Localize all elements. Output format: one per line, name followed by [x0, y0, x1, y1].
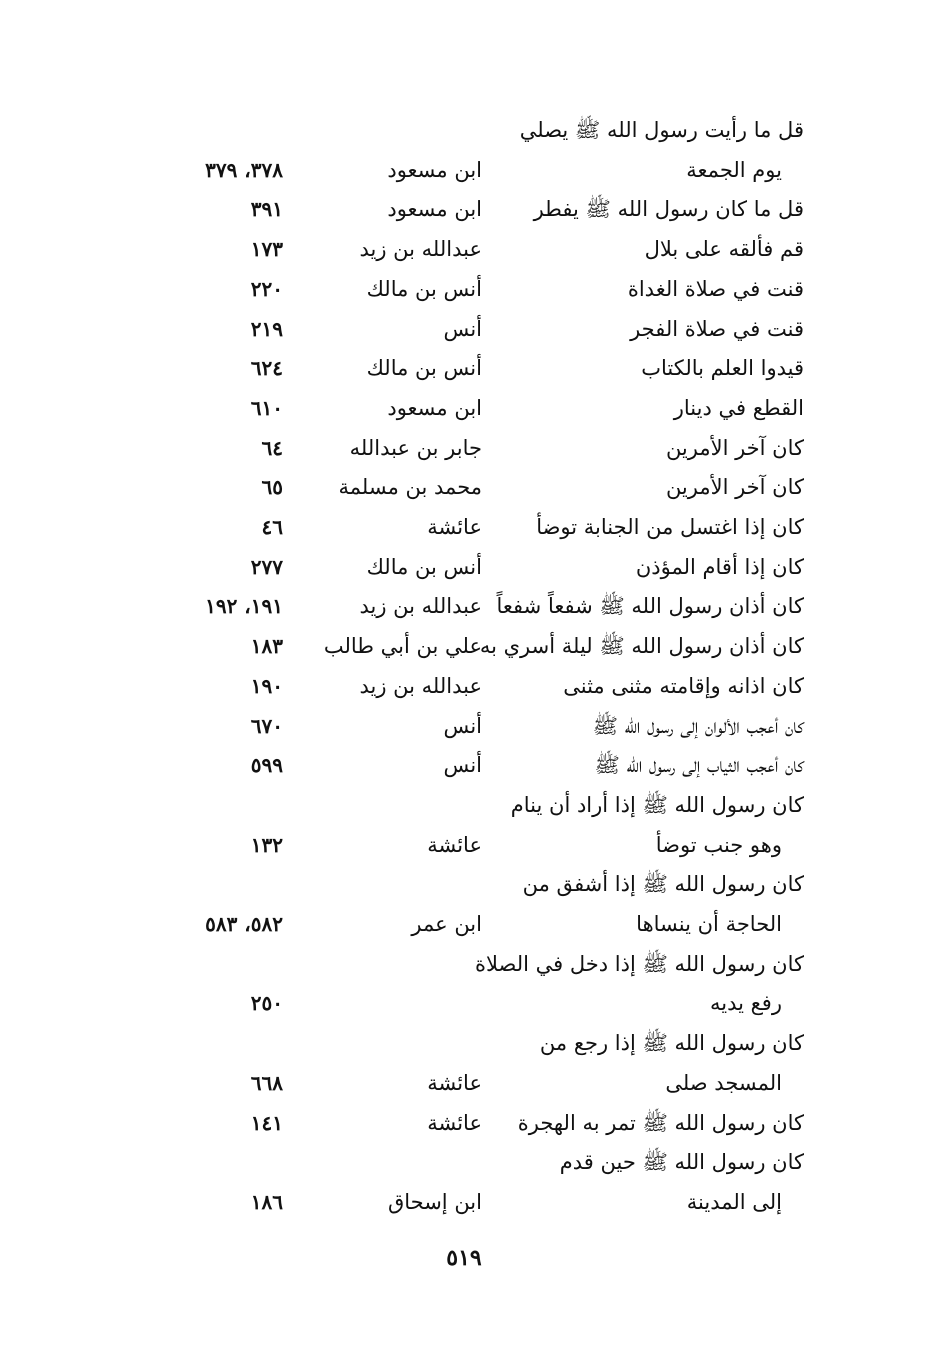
narrator-name: جابر بن عبدالله — [349, 435, 482, 460]
hadith-phrase: قنت في صلاة الغداة — [627, 276, 804, 301]
index-entry — [0, 348, 928, 388]
hadith-phrase: كان أعجب الثياب إلى رسول الله ﷺ — [594, 753, 804, 778]
hadith-phrase: كان آخر الأمرين — [665, 475, 804, 500]
hadith-phrase: كان أذان رسول الله ﷺ شفعاً شفعاً — [496, 594, 804, 619]
page-references: ٥٩٩ — [250, 753, 283, 778]
page-references: ٦٤ — [261, 435, 283, 460]
page-references: ٢٢٠ — [250, 276, 283, 301]
narrator-name: عبدالله بن زيد — [359, 673, 482, 698]
hadith-phrase: المسجد صلى — [665, 1070, 782, 1095]
page-references: ٤٦ — [261, 515, 283, 539]
hadith-phrase: كان رسول الله ﷺ إذا أراد أن ينام — [510, 792, 804, 817]
narrator-name: محمد بن مسلمة — [338, 475, 482, 500]
index-entry — [0, 745, 928, 785]
index-entry — [0, 547, 928, 587]
index-entry — [0, 229, 928, 269]
page-references: ١٤١ — [250, 1110, 283, 1135]
hadith-phrase: كان إذا أقام المؤذن — [635, 554, 804, 579]
hadith-phrase: قنت في صلاة الفجر — [630, 316, 804, 341]
narrator-name: علي بن أبي طالب — [323, 634, 482, 659]
index-entry — [0, 388, 928, 428]
page-references: ٣٩١ — [250, 197, 283, 222]
narrator-name: عبدالله بن زيد — [359, 594, 482, 619]
index-entry — [0, 666, 928, 706]
index-entry — [0, 428, 928, 468]
index-entry — [0, 309, 928, 349]
page-references: ٥٨٢، ٥٨٣ — [205, 912, 283, 936]
index-entry — [0, 706, 928, 746]
page-references: ١٨٣ — [250, 634, 283, 659]
narrator-name: أنس بن مالك — [366, 554, 482, 579]
narrator-name: أنس بن مالك — [366, 356, 482, 381]
hadith-phrase: إلى المدينة — [686, 1189, 782, 1214]
index-entry — [0, 189, 928, 229]
page-references: ١٩٠ — [250, 673, 283, 698]
page-number: ٥١٩ — [446, 1245, 482, 1271]
index-entry — [0, 110, 928, 150]
hadith-phrase: قل ما رأيت رسول الله ﷺ يصلي — [519, 118, 804, 142]
hadith-phrase: كان أذان رسول الله ﷺ ليلة أسري به — [479, 634, 804, 659]
index-entry — [0, 1063, 928, 1103]
page-references: ١٧٣ — [250, 237, 283, 262]
hadith-phrase: قل ما كان رسول الله ﷺ يفطر — [533, 197, 804, 222]
page-references: ٢٧٧ — [250, 554, 283, 579]
index-entry — [0, 864, 928, 904]
narrator-name: أنس — [443, 713, 482, 738]
index-entry — [0, 904, 928, 944]
index-entry — [0, 626, 928, 666]
page-references: ٦٥ — [261, 475, 283, 500]
index-entry — [0, 269, 928, 309]
hadith-phrase: كان رسول الله ﷺ تمر به الهجرة — [517, 1110, 804, 1135]
index-entry — [0, 1182, 928, 1222]
hadith-phrase: وهو جنب توضأ — [655, 832, 782, 857]
hadith-phrase: كان إذا اغتسل من الجنابة توضأ — [536, 515, 804, 539]
page-references: ٢١٩ — [250, 316, 283, 341]
index-entry — [0, 944, 928, 984]
narrator-name: أنس بن مالك — [366, 276, 482, 301]
index-entry — [0, 1023, 928, 1063]
page-references: ١٨٦ — [250, 1189, 283, 1214]
hadith-phrase: كان أعجب الألوان إلى رسول الله ﷺ — [592, 713, 804, 738]
hadith-phrase: كان رسول الله ﷺ إذا دخل في الصلاة — [475, 951, 804, 976]
hadith-phrase: قيدوا العلم بالكتاب — [641, 356, 804, 381]
hadith-phrase: كان آخر الأمرين — [665, 435, 804, 460]
index-entry — [0, 983, 928, 1023]
hadith-phrase: الحاجة أن ينساها — [636, 912, 782, 936]
narrator-name: عائشة — [427, 515, 482, 539]
page-references: ١٣٢ — [250, 832, 283, 857]
narrator-name: عبدالله بن زيد — [359, 237, 482, 262]
index-entry — [0, 1103, 928, 1143]
page-references: ٢٥٠ — [250, 991, 283, 1016]
page-references: ٦٢٤ — [250, 356, 283, 381]
index-entry — [0, 785, 928, 825]
hadith-phrase: قم فألقه على بلال — [644, 237, 804, 262]
index-entry — [0, 507, 928, 547]
hadith-phrase: كان رسول الله ﷺ إذا رجع من — [539, 1031, 804, 1056]
page-references: ٣٧٨، ٣٧٩ — [205, 157, 283, 182]
narrator-name: ابن مسعود — [387, 395, 482, 420]
hadith-phrase: كان رسول الله ﷺ حين قدم — [559, 1150, 804, 1175]
index-entry — [0, 467, 928, 507]
narrator-name: عائشة — [427, 1070, 482, 1095]
narrator-name: أنس — [443, 316, 482, 341]
hadith-phrase: كان اذانه وإقامته مثنى مثنى — [563, 673, 804, 698]
hadith-phrase: كان رسول الله ﷺ إذا أشفق من — [522, 872, 804, 897]
page-references: ٦١٠ — [250, 395, 283, 420]
narrator-name: ابن عمر — [411, 912, 482, 936]
narrator-name: أنس — [443, 753, 482, 778]
hadith-phrase: القطع في دينار — [673, 395, 804, 420]
index-entry — [0, 150, 928, 190]
index-entry — [0, 1142, 928, 1182]
index-entry — [0, 586, 928, 626]
index-entry — [0, 825, 928, 865]
page-references: ٦٦٨ — [250, 1070, 283, 1095]
narrator-name: عائشة — [427, 832, 482, 857]
narrator-name: عائشة — [427, 1110, 482, 1135]
hadith-phrase: رفع يديه — [709, 991, 782, 1016]
narrator-name: ابن مسعود — [387, 197, 482, 222]
narrator-name: ابن مسعود — [387, 157, 482, 182]
narrator-name: ابن إسحاق — [387, 1189, 482, 1214]
page-references: ١٩١، ١٩٢ — [205, 594, 283, 619]
page-references: ٦٧٠ — [250, 713, 283, 738]
hadith-phrase: يوم الجمعة — [686, 157, 782, 182]
